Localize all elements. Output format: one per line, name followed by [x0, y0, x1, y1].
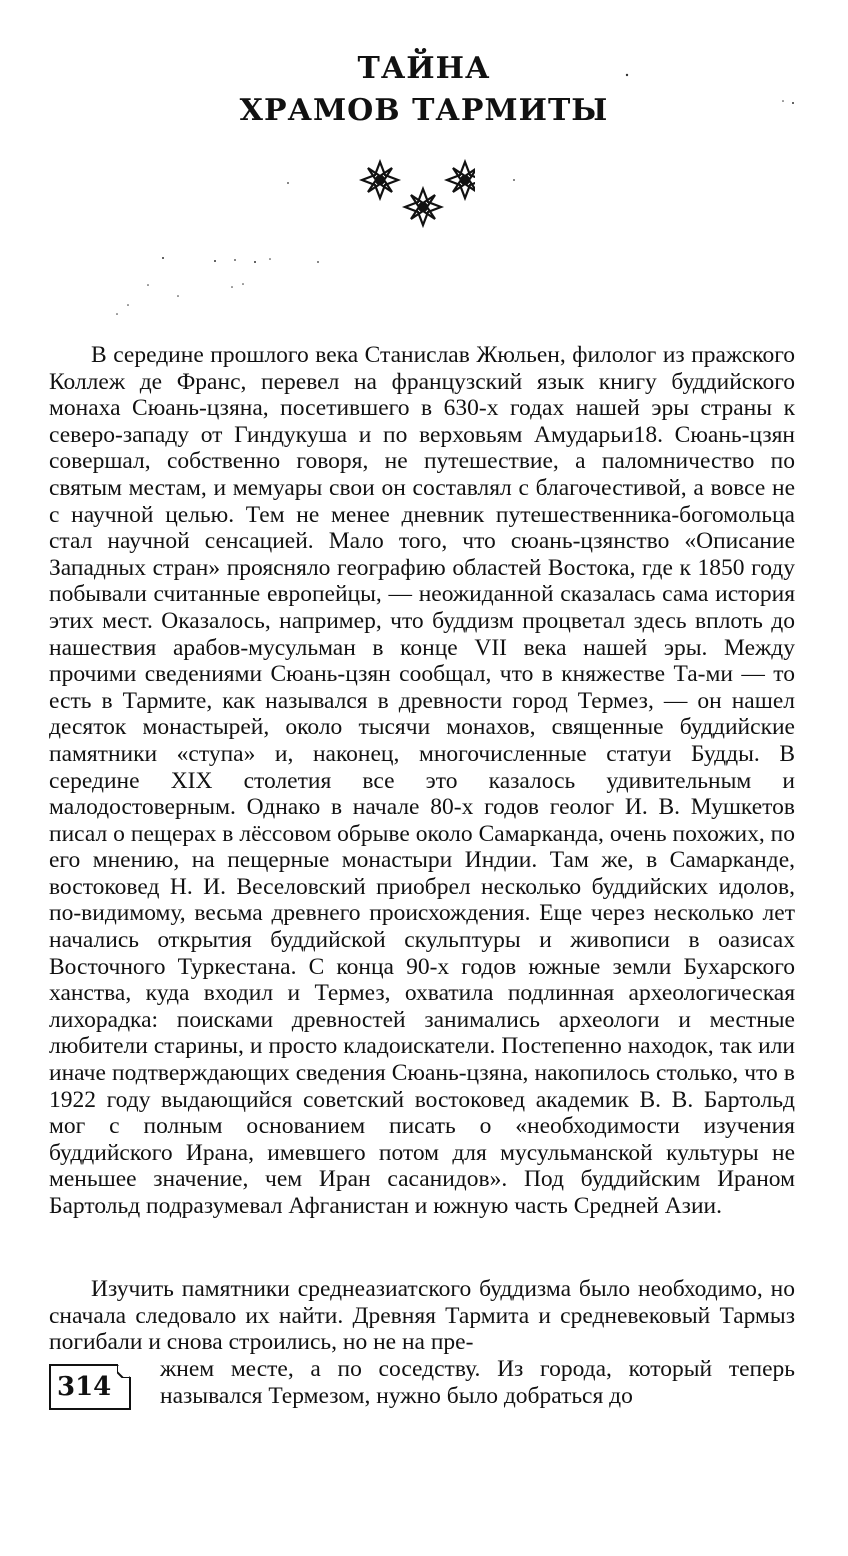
- corner-fold-icon: [117, 1364, 131, 1378]
- page-number-box: [49, 1364, 131, 1410]
- title-line-1: ТАЙНА: [357, 51, 491, 86]
- page-number: 314: [57, 1372, 112, 1402]
- paragraph-1: В середине прошлого века Станислав Жюльен, филолог из пражского Коллеж де Франс, перевел на французский язык книгу буддийского монаха Сюань-цзяна, посетившего в 630-х годах нашей эры страны к северо-западу от Гиндукуша и по верховьям Амударьи18. Сюань-цзян совершал, собственно говоря, не путешествие, а паломничество по святым местам, и мемуары свои он составлял с благочестивой, а вовсе не с научной целью. Тем не менее дневник путешественника-богомольца стал научной сенсацией. Мало того, что сюань-цзянство «Описание Западных стран» проясняло географию областей Востока, где к 1850 году побывали считанные европейцы, — неожиданной сказалась сама история этих мест. Оказалось, например, что буддизм процветал здесь вплоть до нашествия арабов-мусульман в конце VII века нашей эры. Между прочими сведениями Сюань-цзян сообщал, что в княжестве Та-ми — то есть в Тармите, как назывался в древности город Термез, — он нашел десяток монастырей, около тысячи монахов, священные буддийские памятники «ступа» и, наконец, многочисленные статуи Будды. В середине XIX столетия все это казалось удивительным и малодостоверным. Однако в начале 80-х годов геолог И. В. Мушкетов писал о пещерах в лёссовом обрыве около Самарканда, очень похожих, по его мнению, на пещерные монастыри Индии. Там же, в Самарканде, востоковед Н. И. Веселовский приобрел несколько буддийских идолов, по-видимому, весьма древнего происхождения. Еще через несколько лет начались открытия буддийской скульптуры и живописи в оазисах Восточного Туркестана. С конца 90-х годов южные земли Бухарского ханства, куда входил и Термез, охватила подлинная археологическая лихорадка: поисками древностей занимались археологи и местные любители старины, и просто кладоискатели. Постепенно находок, так или иначе подтверждающих сведения Сюань-цзяна, накопилось столько, что в 1922 году выдающийся советский востоковед академик В. В. Бартольд мог с полным основанием писать о «необходимости изучения буддийского Ирана, имевшего потом для мусульманской культуры не меньшее значение, чем Иран сасанидов». Под буддийским Ираном Бартольд подразумевал Афганистан и южную часть Средней Азии.: [49, 342, 795, 1219]
- three-stars-ornament-icon: [355, 155, 475, 235]
- title-line-2: ХРАМОВ ТАРМИТЫ: [239, 93, 609, 128]
- paragraph-2-continuation: жнем месте, а по соседству. Из города, который теперь назывался Термезом, нужно было добраться до: [160, 1356, 795, 1409]
- paragraph-2: Изучить памятники среднеазиатского буддизма было необходимо, но сначала следовало их найти. Древняя Тармита и средневековый Тармыз погибали и снова строились, но не на пре-: [49, 1276, 795, 1356]
